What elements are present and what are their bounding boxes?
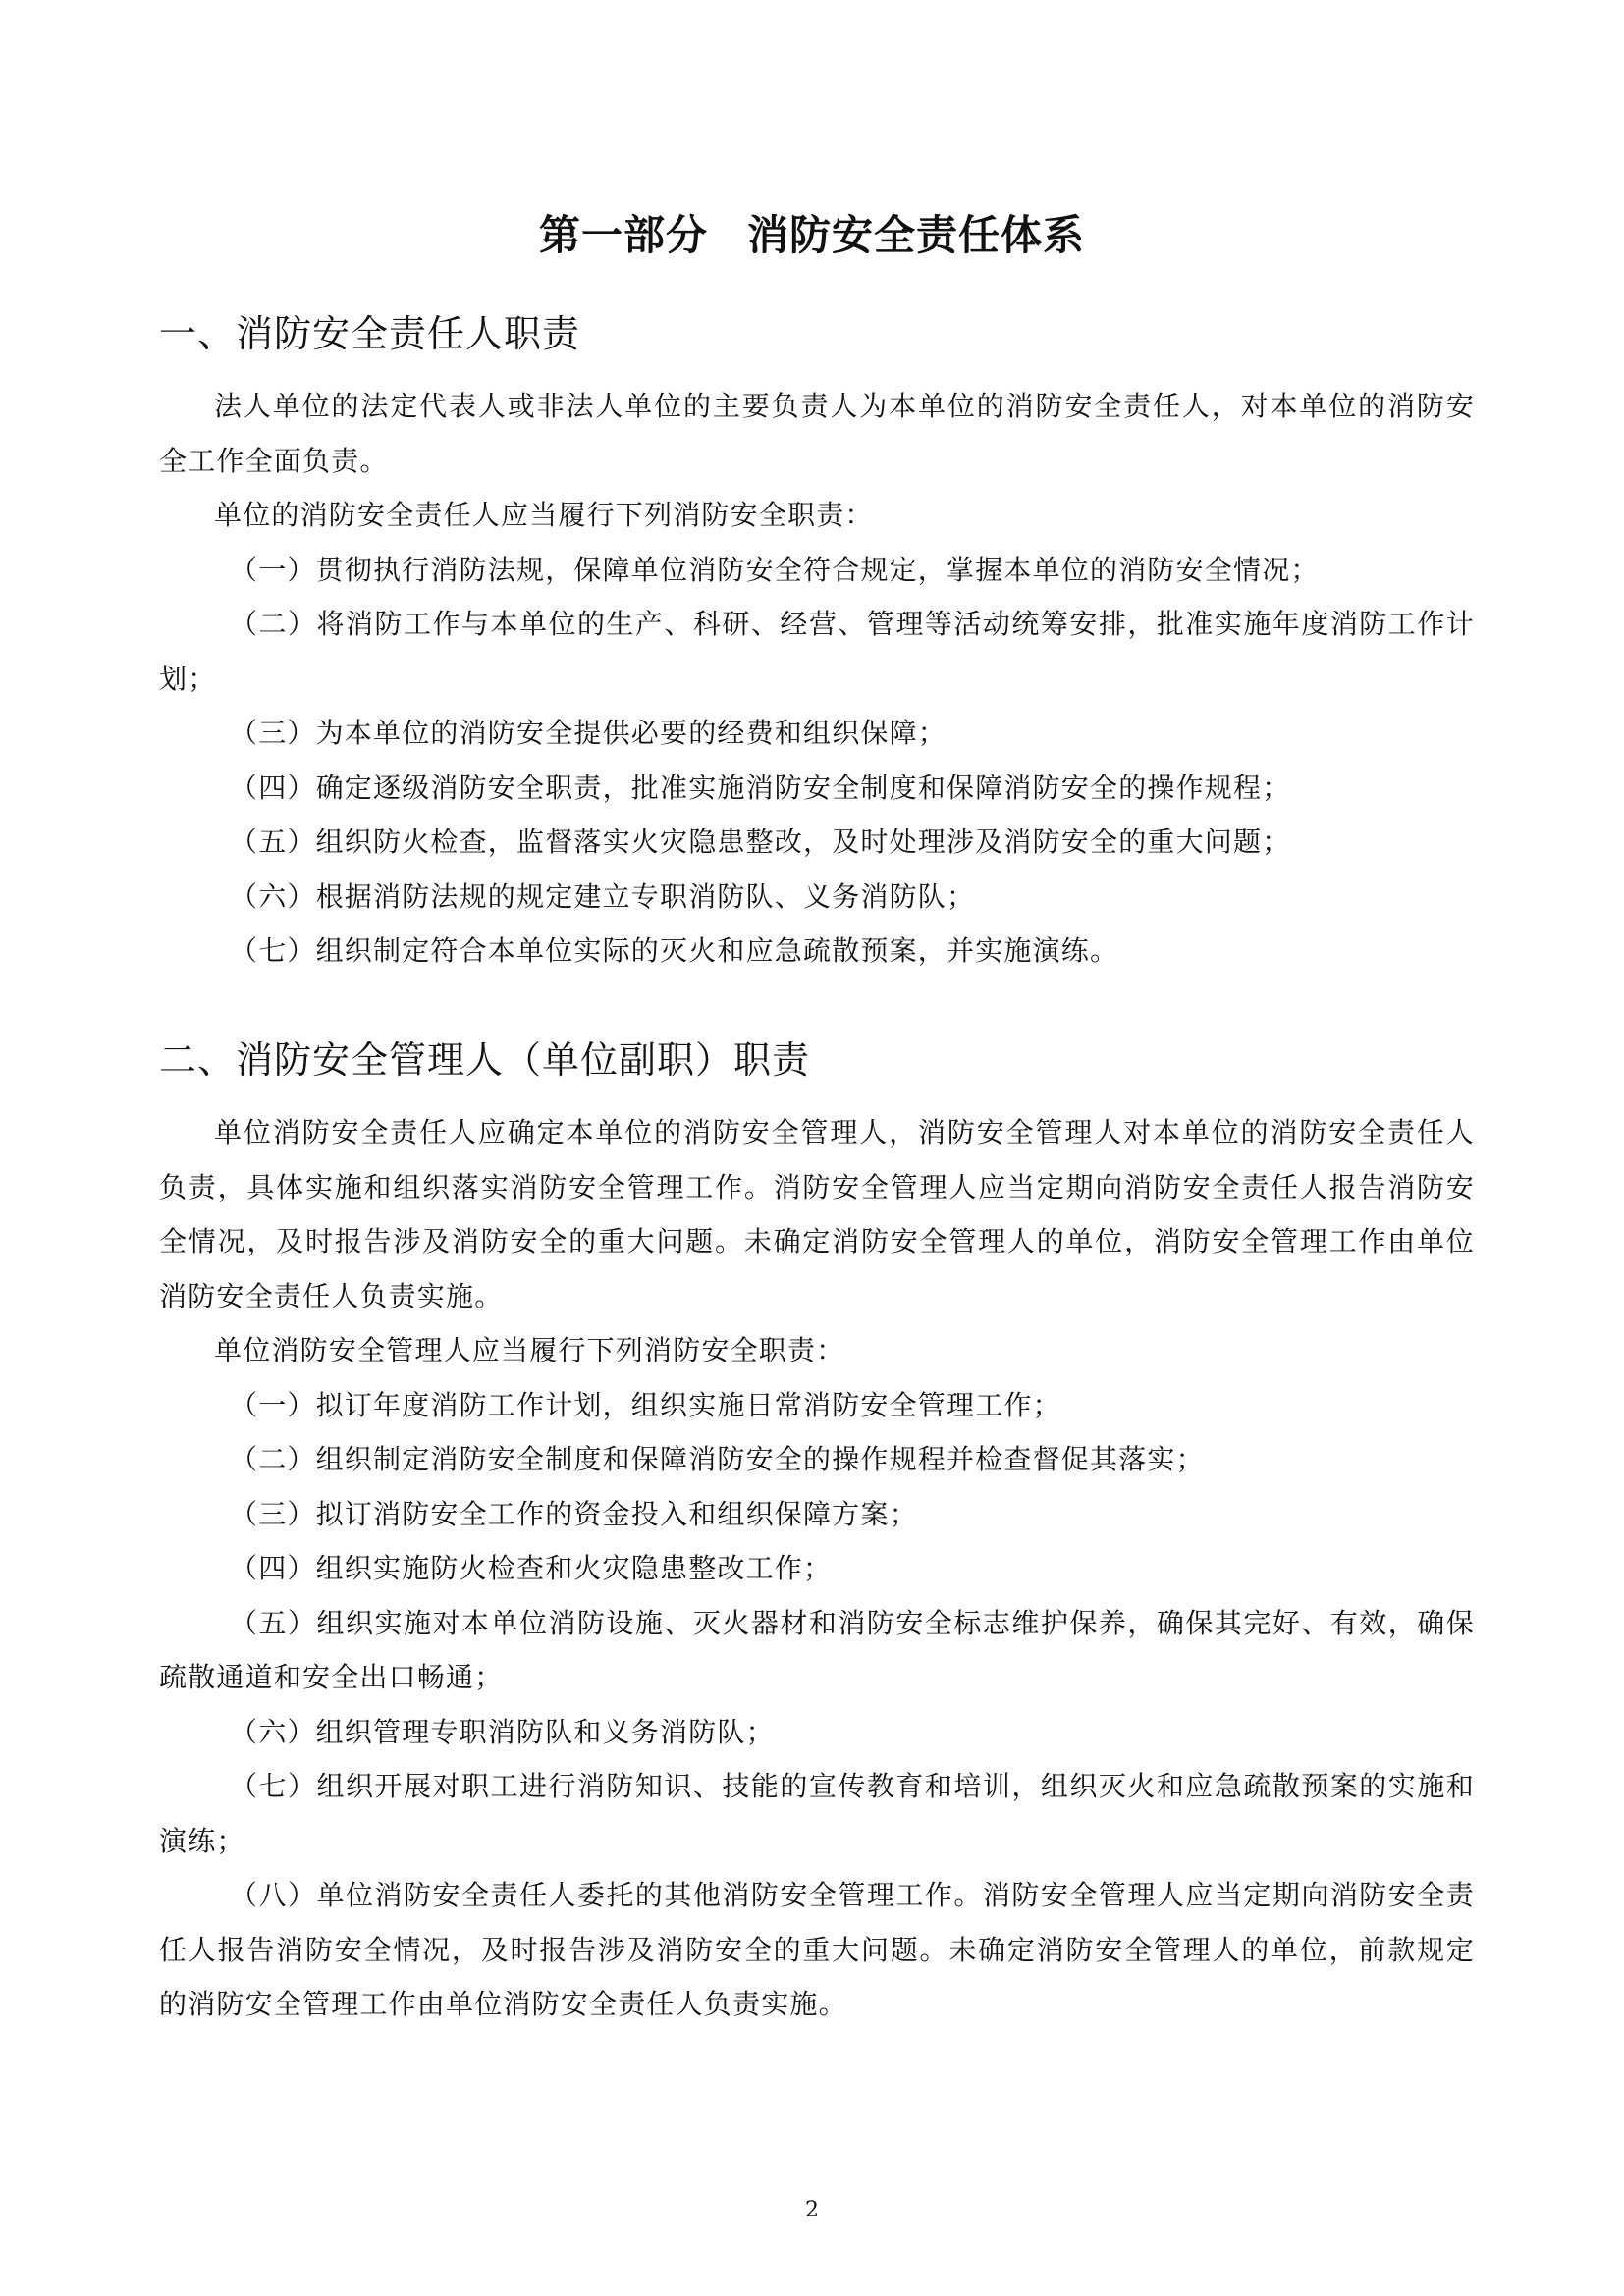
duty-item: （五）组织实施对本单位消防设施、灭火器材和消防安全标志维护保养，确保其完好、有效，确保疏散通道和安全出口畅通； [159,1606,1475,1693]
section-heading: 一、消防安全责任人职责 [159,312,581,355]
duty-item: （四）确定逐级消防安全职责，批准实施消防安全制度和保障消防安全的操作规程； [230,771,1291,804]
duty-item: （六）根据消防法规的规定建立专职消防队、义务消防队； [230,880,976,913]
duty-item: （三）拟订消防安全工作的资金投入和组织保障方案； [230,1497,918,1530]
section-lead-paragraph: 单位的消防安全责任人应当履行下列消防安全职责： [214,499,874,531]
duty-item: （一）拟订年度消防工作计划，组织实施日常消防安全管理工作； [230,1388,1061,1421]
section-responsible-person [159,306,1475,979]
section-intro-paragraph: 单位消防安全责任人应确定本单位的消防安全管理人，消防安全管理人对本单位的消防安全责任人负责，具体实施和组织落实消防安全管理工作。消防安全管理人应当定期向消防安全责任人报告消防安全情况，及时报告涉及消防安全的重大问题。未确定消防安全管理人的单位，消防安全管理工作由单位消防安全责任人负责实施。 [159,1116,1475,1312]
duty-item: （一）贯彻执行消防法规，保障单位消防安全符合规定，掌握本单位的消防安全情况； [230,553,1320,586]
section-safety-manager [159,1033,1475,2032]
duty-item: （二）将消防工作与本单位的生产、科研、经营、管理等活动统筹安排，批准实施年度消防工作计划； [159,608,1475,695]
duty-item: （四）组织实施防火检查和火灾隐患整改工作； [230,1552,833,1584]
duty-item: （三）为本单位的消防安全提供必要的经费和组织保障； [230,717,947,749]
section-lead-paragraph: 单位消防安全管理人应当履行下列消防安全职责： [214,1334,845,1366]
duty-item: （六）组织管理专职消防队和义务消防队； [230,1715,775,1748]
duty-item: （二）组织制定消防安全制度和保障消防安全的操作规程并检查督促其落实； [230,1443,1205,1475]
duty-item: （八）单位消防安全责任人委托的其他消防安全管理工作。消防安全管理人应当定期向消防安全责任人报告消防安全情况，及时报告涉及消防安全的重大问题。未确定消防安全管理人的单位，前款规定的消防安全管理工作由单位消防安全责任人负责实施。 [159,1879,1475,2020]
duty-item: （七）组织开展对职工进行消防知识、技能的宣传教育和培训，组织灭火和应急疏散预案的实施和演练； [159,1770,1475,1857]
duty-item: （五）组织防火检查，监督落实火灾隐患整改，及时处理涉及消防安全的重大问题； [230,826,1291,858]
part-title-text: 消防安全责任体系 [747,211,1086,259]
part-label: 第一部分 [538,211,708,259]
section-intro-paragraph: 法人单位的法定代表人或非法人单位的主要负责人为本单位的消防安全责任人，对本单位的消防安全工作全面负责。 [159,390,1475,477]
duty-item: （七）组织制定符合本单位实际的灭火和应急疏散预案，并实施演练。 [230,934,1119,967]
page-number: 2 [805,2198,819,2222]
section-heading: 二、消防安全管理人（单位副职）职责 [159,1039,811,1082]
part-title [0,206,1624,265]
